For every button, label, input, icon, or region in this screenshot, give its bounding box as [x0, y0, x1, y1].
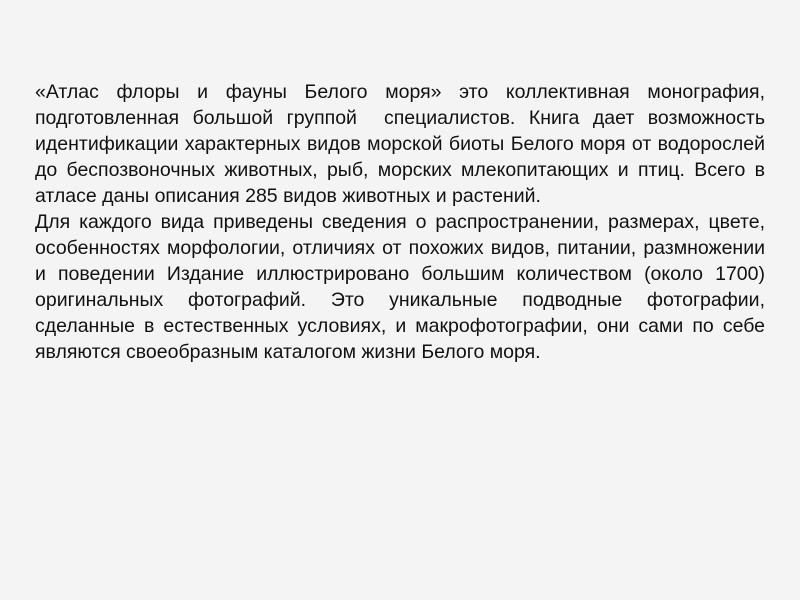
paragraph-species-details: Для каждого вида приведены сведения о распространении, размерах, цвете, особенностях морфологии, отличиях от похожих видов, питании, размножении и поведении Издание иллюстрировано большим количеством (около 1700) оригинальных фотографий. Это уникальные подводные фотографии, сделанные в естественных условиях, и макрофотографии, они сами по себе являются своеобразным каталогом жизни Белого моря. — [35, 211, 776, 363]
paragraph-atlas-intro: «Атлас флоры и фауны Белого моря» это коллективная монография, подготовленная большой группой специалистов. Книга дает возможность идентификации характерных видов морской биоты Белого моря от водорослей до беспозвоночных животных, рыб, морских млекопитающих и птиц. Всего в атласе даны описания 285 видов животных и растений. — [35, 81, 771, 207]
text-block — [35, 79, 776, 365]
